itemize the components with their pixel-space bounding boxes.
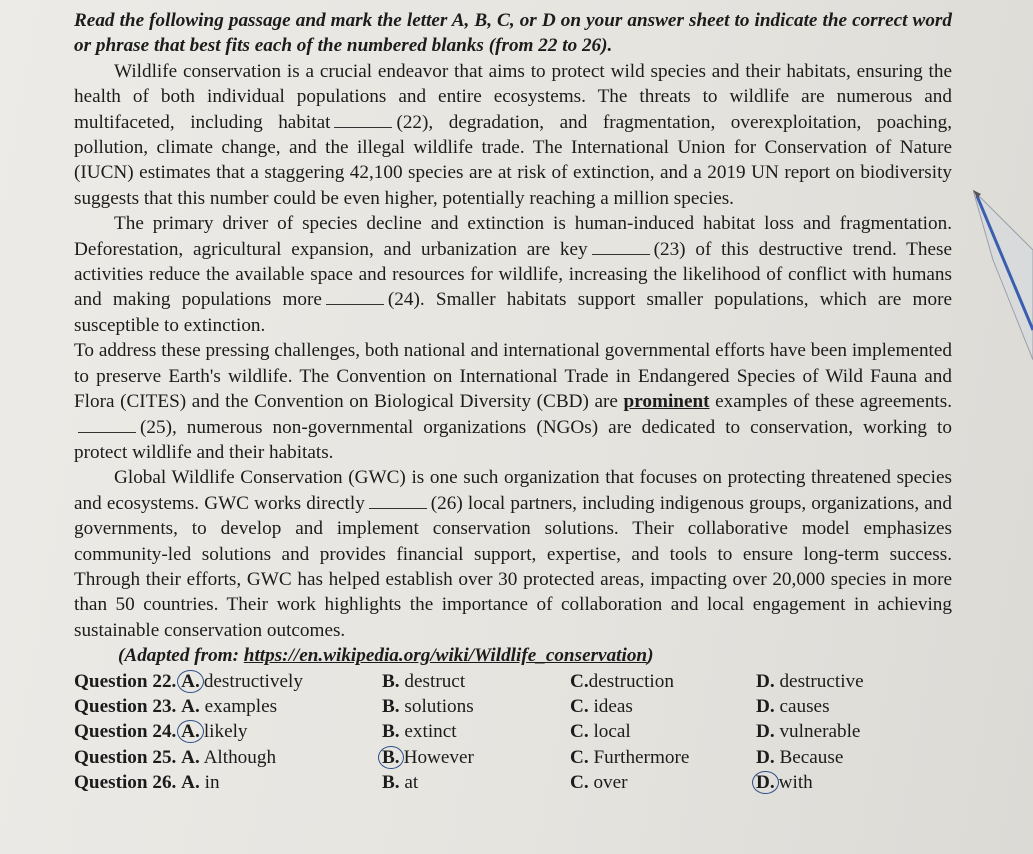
question-list <box>74 669 952 796</box>
source-link[interactable]: https://en.wikipedia.org/wiki/Wildlife_conservation <box>243 645 648 667</box>
question-row: Question 25. A. Although B. However C. Furthermore D. Because <box>74 746 844 768</box>
worksheet-content <box>74 8 952 796</box>
question-row: Question 22. A. destructively B. destruct C.destruction D. destructive <box>74 670 864 692</box>
blank-23 <box>592 240 650 255</box>
paragraph-4: Global Wildlife Conservation (GWC) is one such organization that focuses on protecting threatened species and ecosystems. GWC works directly (26) local partners, including indigenous groups, organizations, and governments, to develop and implement conservation solutions. Their collaborative model emphasizes community-led solutions and provides financial support, expertise, and tools to ensure long-term success. Through their efforts, GWC has helped establish over 30 protected areas, impacting over 20,000 species in more than 50 countries. Their work highlights the importance of collaboration and local engagement in achieving sustainable conservation outcomes. <box>74 467 952 641</box>
question-row: Question 23. A. examples B. solutions C. ideas D. causes <box>74 695 830 717</box>
instruction-text: Read the following passage and mark the letter A, B, C, or D on your answer sheet to indicate the correct word or phrase that best fits each of the numbered blanks (from 22 to 26). <box>74 10 952 57</box>
answer-circle[interactable]: A. <box>177 670 204 693</box>
blank-24 <box>326 290 384 305</box>
paragraph-1: Wildlife conservation is a crucial endeavor that aims to protect wild species and their habitats, ensuring the health of both individual populations and entire ecosystems. The threats to wildlife are numerous and multifaceted, including habitat (22), degradation, and fragmentation, overexploitation, poaching, pollution, climate change, and the illegal wildlife trade. The International Union for Conservation of Nature (IUCN) estimates that a staggering 42,100 species are at risk of extinction, and a 2019 UN report on biodiversity suggests that this number could be even higher, potentially reaching a million species. <box>74 60 952 209</box>
pen-tip-icon <box>973 190 1033 360</box>
answer-circle[interactable]: D. <box>752 771 779 794</box>
paragraph-2: The primary driver of species decline and extinction is human-induced habitat loss and fragmentation. Deforestation, agricultural expansion, and urbanization are key (23) of this destructive trend. These activities reduce the available space and resources for wildlife, increasing the likelihood of conflict with humans and making populations more (24). Smaller habitats support smaller populations, which are more susceptible to extinction. <box>74 213 952 336</box>
answer-circle[interactable]: B. <box>378 746 404 769</box>
question-row: Question 26. A. in B. at C. over D. with <box>74 772 813 794</box>
paragraph-3: To address these pressing challenges, both national and international governmental efforts have been implemented to preserve Earth's wildlife. The Convention on International Trade in Endangered Species of Wild Fauna and Flora (CITES) and the Convention on Biological Diversity (CBD) are prominent examples of these agreements.(25), numerous non-governmental organizations (NGOs) are dedicated to conservation, working to protect wildlife and their habitats. <box>74 340 953 463</box>
blank-26 <box>369 494 427 509</box>
source-citation: (Adapted from: https://en.wikipedia.org/wiki/Wildlife_conservation) <box>118 645 654 667</box>
underlined-word: prominent <box>623 391 710 413</box>
blank-22 <box>334 113 392 128</box>
question-row: Question 24. A. likely B. extinct C. local D. vulnerable <box>74 721 861 743</box>
blank-25 <box>78 418 136 433</box>
answer-circle[interactable]: A. <box>177 720 204 743</box>
